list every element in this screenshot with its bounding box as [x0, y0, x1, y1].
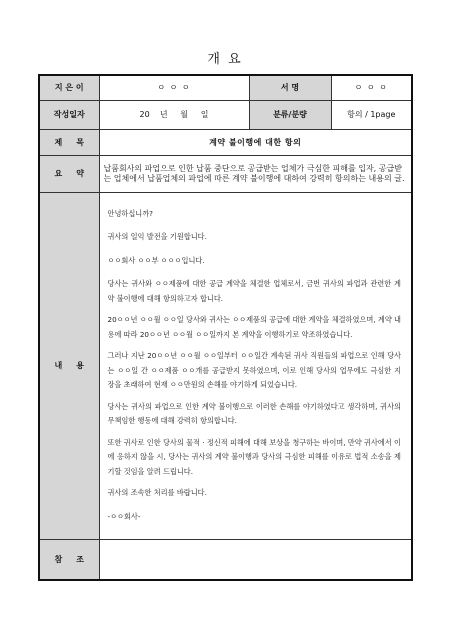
signature-label: 서 명	[249, 75, 331, 100]
content-label: 내 용	[39, 192, 99, 540]
date-value: 20 년 월 일	[99, 100, 249, 129]
letter-paragraph: 당사는 귀사의 파업으로 인한 계약 불이행으로 이러한 손해를 야기하였다고 생각하며, 귀사의 무책임한 행동에 대해 강력히 항의합니다.	[107, 401, 401, 425]
reference-row	[39, 540, 412, 580]
author-row	[39, 75, 412, 100]
author-label: 지 은 이	[39, 75, 99, 100]
date-label: 작성일자	[39, 100, 99, 129]
summary-label: 요 약	[39, 155, 99, 192]
content-row	[39, 192, 412, 540]
category-value: 항의 / 1page	[331, 100, 412, 129]
author-value: ㅇ ㅇ ㅇ	[99, 75, 249, 100]
letter-sender: -ㅇㅇ회사-	[107, 511, 141, 521]
page-title: 개 요	[207, 52, 243, 67]
letter-paragraph: 그러나 지난 20ㅇㅇ년 ㅇㅇ월 ㅇㅇ일부터 ㅇㅇ일간 계속된 귀사 직원들의 파업으로 인해 당사는 ㅇㅇ일 간 ㅇㅇ제품 ㅇㅇ개를 공급받지 못하였으며, 이로 인해 당사의 업무에도 극심한 지장을 초래하여 현재 ㅇㅇ만원의 손해를 야기하게 되었습니다.	[107, 351, 401, 389]
letter-paragraph: 또한 귀사로 인한 당사의 물적 · 정신적 피해에 대해 보상을 청구하는 바이며, 만약 귀사에서 이에 응하지 않을 시, 당사는 귀사의 계약 불이행과 당사의 극심한 피해를 이유로 법적 소송을 제기할 것임을 알려 드립니다.	[107, 437, 401, 476]
overview-form	[38, 74, 413, 581]
letter-body	[99, 192, 412, 540]
summary-value: 납품회사의 파업으로 인한 납품 중단으로 공급받는 업체가 극심한 피해를 입자, 공급받는 업체에서 납품업체의 파업에 따른 계약 불이행에 대하여 강력히 항의하는 내용의 글.	[99, 155, 412, 192]
letter-paragraph: 당사는 귀사와 ㅇㅇ제품에 대한 공급 계약을 체결한 업체로서, 금번 귀사의 파업과 관련한 계약 불이행에 대해 항의하고자 합니다.	[107, 279, 401, 303]
subject-label: 제 목	[39, 129, 99, 155]
letter-paragraph: 귀사의 일익 발전을 기원합니다.	[107, 232, 207, 241]
signature-value: ㅇ ㅇ ㅇ	[331, 75, 412, 100]
reference-value	[99, 540, 412, 580]
letter-paragraph: 20ㅇㅇ년 ㅇㅇ월 ㅇㅇ일 당사와 귀사는 ㅇㅇ제품의 공급에 대한 계약을 체결하였으며, 계약 내용에 따라 20ㅇㅇ년 ㅇㅇ월 ㅇㅇ일까지 본 계약을 이행하기로 약조하였습니다.	[107, 315, 401, 339]
category-label: 분류/분량	[249, 100, 331, 129]
letter-closing: 귀사의 조속한 처리를 바랍니다.	[107, 488, 207, 497]
letter-paragraph: ㅇㅇ회사 ㅇㅇ부 ㅇㅇㅇ입니다.	[107, 255, 205, 265]
summary-row	[39, 155, 412, 192]
date-row	[39, 100, 412, 129]
subject-row	[39, 129, 412, 155]
letter-greeting: 안녕하십니까?	[107, 208, 153, 218]
reference-label: 참 조	[39, 540, 99, 580]
subject-value: 계약 불이행에 대한 항의	[99, 129, 412, 155]
